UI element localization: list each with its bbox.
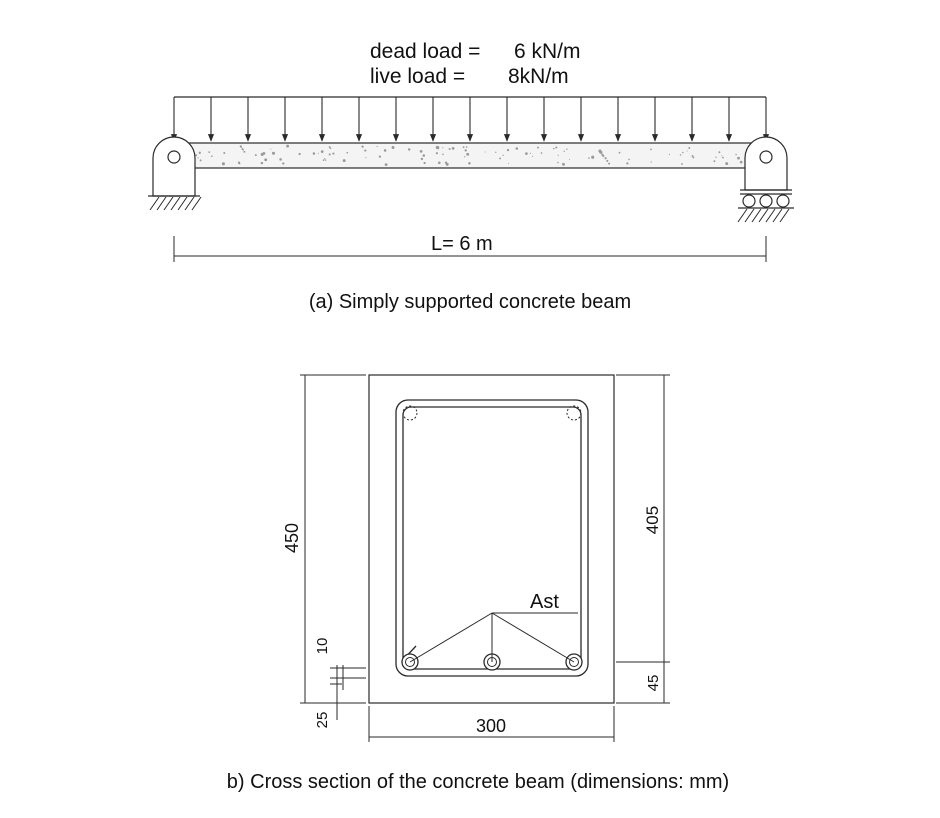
section-caption: b) Cross section of the concrete beam (dimensions: mm) [226, 771, 730, 793]
aggregate-dot [452, 147, 455, 150]
aggregate-dot [385, 163, 388, 166]
aggregate-dot [365, 157, 366, 158]
aggregate-dot [502, 155, 503, 156]
aggregate-dot [241, 147, 242, 148]
hatch-line [773, 209, 782, 222]
live-load-label: live load = [370, 65, 466, 88]
aggregate-dot [468, 162, 471, 165]
aggregate-dot [537, 147, 539, 149]
aggregate-dot [449, 148, 451, 150]
aggregate-dot [555, 146, 557, 148]
aggregate-dot [465, 149, 467, 151]
aggregate-dot [466, 153, 469, 156]
aggregate-dot [499, 157, 501, 159]
aggregate-dot [541, 152, 543, 154]
hatch-line [752, 209, 761, 222]
ast-label: Ast [530, 591, 559, 613]
aggregate-dot [738, 158, 739, 159]
height-label: 450 [282, 522, 302, 554]
depth-dimensions [616, 375, 670, 703]
aggregate-dot [495, 152, 496, 153]
bottom-dim-label: 25 [314, 711, 331, 729]
aggregate-dot [718, 151, 720, 153]
hatch-line [178, 197, 187, 210]
aggregate-dot [282, 162, 284, 164]
hatch-line [164, 197, 173, 210]
hatch-line [192, 197, 201, 210]
aggregate-dot [725, 162, 728, 165]
aggregate-dot [558, 155, 559, 156]
pin-support-left [148, 137, 201, 210]
aggregate-dot [318, 153, 319, 154]
aggregate-dot [446, 163, 449, 166]
ground-hatch-left [150, 197, 201, 210]
width-label: 300 [475, 716, 507, 736]
aggregate-dot [564, 151, 565, 152]
aggregate-dot [735, 154, 737, 156]
aggregate-dot [243, 149, 244, 150]
aggregate-dot [313, 152, 316, 155]
aggregate-dot [442, 147, 443, 148]
aggregate-dot [392, 146, 395, 149]
aggregate-dot [343, 159, 346, 162]
hatch-line [745, 209, 754, 222]
span-dimension [174, 233, 766, 262]
aggregate-dot [463, 146, 465, 148]
aggregate-dot [740, 161, 743, 164]
aggregate-dot [713, 160, 715, 162]
aggregate-dot [651, 161, 652, 162]
aggregate-dot [508, 163, 509, 164]
aggregate-dot [243, 151, 245, 153]
aggregate-dot [264, 158, 267, 161]
roller-support-right [738, 137, 794, 222]
aggregate-dot [423, 162, 425, 164]
aggregate-dot [507, 149, 509, 151]
aggregate-dot [608, 163, 610, 165]
aggregate-dot [687, 150, 688, 151]
load-labels [370, 40, 581, 88]
aggregate-dot [721, 155, 722, 156]
cover-dimensions-left [314, 638, 366, 729]
hatch-line [150, 197, 159, 210]
aggregate-dot [262, 152, 265, 155]
aggregate-dot [223, 152, 225, 154]
aggregate-dot [681, 163, 683, 165]
live-load-value: 8kN/m [508, 65, 569, 88]
aggregate-dot [408, 148, 410, 150]
hatch-line [759, 209, 768, 222]
hatch-line [185, 197, 194, 210]
aggregate-dot [532, 156, 533, 157]
aggregate-dot [199, 152, 201, 154]
aggregate-dot [272, 152, 275, 155]
aggregate-dot [591, 156, 594, 159]
aggregate-dot [692, 156, 694, 158]
aggregate-dot [566, 148, 567, 149]
aggregate-dot [553, 148, 555, 150]
aggregate-dot [516, 147, 519, 150]
hatch-line [738, 209, 747, 222]
aggregate-dot [239, 163, 241, 165]
aggregate-dot [628, 159, 630, 161]
aggregate-dot [626, 162, 628, 164]
aggregate-dot [325, 159, 326, 160]
aggregate-dot [606, 160, 608, 162]
aggregate-dot [420, 150, 423, 153]
aggregate-dot [557, 162, 559, 164]
aggregate-dot [197, 157, 198, 158]
hatch-line [780, 209, 789, 222]
aggregate-dot [530, 153, 531, 154]
aggregate-dot [599, 151, 602, 154]
aggregate-dot [200, 159, 202, 161]
aggregate-dot [423, 154, 426, 157]
aggregate-dot [436, 146, 439, 149]
aggregate-dot [438, 162, 441, 165]
hatch-line [171, 197, 180, 210]
aggregate-dot [261, 162, 263, 164]
aggregate-dot [680, 154, 682, 156]
distributed-load [174, 97, 766, 141]
load-arrows [174, 97, 766, 141]
aggregate-dot [323, 159, 325, 161]
aggregate-dot [669, 154, 670, 155]
width-dimension [369, 706, 614, 742]
aggregate-dot [466, 146, 468, 148]
aggregate-dot [361, 145, 363, 147]
cover-label: 45 [645, 674, 662, 692]
hatch-line [157, 197, 166, 210]
aggregate-dot [332, 153, 334, 155]
aggregate-dot [485, 151, 486, 152]
aggregate-dot [286, 145, 289, 148]
aggregate-dot [588, 157, 590, 159]
aggregate-dot [330, 147, 332, 149]
aggregate-dot [569, 159, 570, 160]
aggregate-dot [562, 163, 565, 166]
aggregate-dot [421, 158, 423, 160]
aggregate-dot [324, 158, 325, 159]
aggregate-dot [346, 152, 348, 154]
aggregate-dot [604, 157, 606, 159]
aggregate-dot [722, 157, 724, 159]
aggregate-dot [208, 151, 210, 153]
aggregate-dot [298, 153, 300, 155]
hatch-line [766, 209, 775, 222]
aggregate-dot [222, 162, 225, 165]
aggregate-dot [270, 149, 271, 150]
aggregate-dot [464, 156, 465, 157]
aggregate-dot [384, 149, 387, 152]
span-label: L= 6 m [431, 233, 493, 255]
aggregate-dot [279, 158, 282, 161]
cross-section [369, 375, 614, 703]
aggregate-dot [525, 152, 528, 155]
dead-load-value: 6 kN/m [514, 40, 581, 63]
beam-caption: (a) Simply supported concrete beam [308, 291, 632, 313]
effective-depth-label: 405 [643, 505, 662, 535]
aggregate-dot [436, 152, 438, 154]
aggregate-dot [321, 150, 324, 153]
aggregate-dot [619, 152, 621, 154]
aggregate-dot [602, 155, 604, 157]
ground-hatch-right [738, 209, 789, 222]
aggregate-dot [688, 147, 690, 149]
dead-load-label: dead load = [370, 40, 481, 63]
aggregate-dot [715, 157, 716, 158]
aggregate-dot [442, 154, 444, 156]
aggregate-dot [255, 154, 257, 156]
aggregate-dot [364, 150, 366, 152]
aggregate-dot [377, 146, 378, 147]
beam-body [172, 143, 766, 168]
aggregate-dot [379, 155, 381, 157]
aggregate-dot [329, 153, 331, 155]
bar-dim-label: 10 [314, 637, 331, 655]
aggregate-dot [211, 155, 213, 157]
aggregate-dot [682, 152, 684, 154]
aggregate-dot [650, 149, 652, 151]
